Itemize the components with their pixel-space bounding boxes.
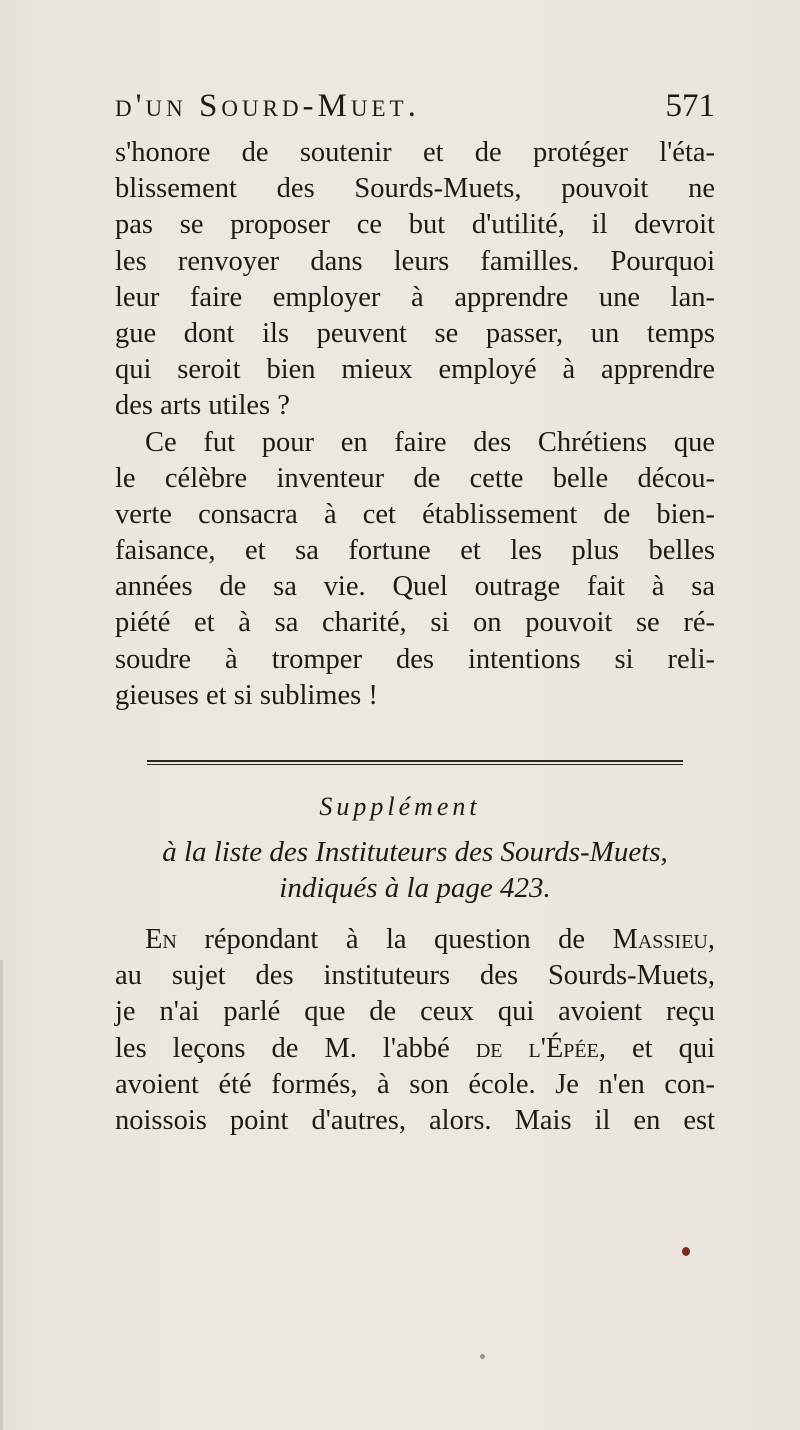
running-title: d'un Sourd-Muet. [115,88,420,124]
section-rule [147,760,683,767]
text-line: noissois point d'autres, alors. Mais il en est [115,1104,715,1136]
text-line: les renvoyer dans leurs familles. Pourquoi [115,245,715,277]
page-edge [0,960,3,1430]
text-line: faisance, et sa fortune et les plus belles [115,535,715,567]
text-line: piété et à sa charité, si on pouvoit se ré- [115,607,715,639]
page-number: 571 [665,88,715,124]
text-line: au sujet des instituteurs des Sourds-Muets, [115,960,715,992]
text-line: des arts utiles ? [115,390,290,422]
main-text [115,135,715,714]
text-line [115,1031,715,1067]
supplement-title: Supplément [319,792,481,821]
text-line: avoient été formés, à son école. Je n'en con- [115,1068,715,1100]
text-line: Ce fut pour en faire des Chrétiens que [145,426,715,458]
text-run: et qui [632,1032,716,1064]
text-line [115,922,715,958]
name-massieu: Massieu, [612,924,715,955]
text-line: verte consacra à cet établissement de bien- [115,498,715,530]
text-line: leur faire employer à apprendre une lan- [115,281,715,313]
text-run: les leçons de M. l'abbé [115,1032,450,1064]
supplement-subtitle: à la liste des Instituteurs des Sourds-Muets, [162,836,668,868]
rule-thick [147,760,683,762]
text-line: pas se proposer ce but d'utilité, il devroit [115,209,715,241]
text-line: qui seroit bien mieux employé à apprendre [115,354,715,386]
drop-word: En [145,924,177,955]
text-run: répondant à la question de [204,924,586,955]
text-line: gue dont ils peuvent se passer, un temps [115,317,715,349]
supplement-subtitle: indiqués à la page 423. [279,872,551,904]
text-line: le célèbre inventeur de cette belle décou- [115,462,715,494]
rule-thin [147,764,683,765]
supplement-text [115,922,715,1139]
text-line: s'honore de soutenir et de protéger l'éta- [115,137,715,168]
text-line: gieuses et si sublimes ! [115,679,378,711]
running-header [115,88,715,128]
text-line: je n'ai parlé que de ceux qui avoient reçu [115,996,715,1028]
ink-speck [682,1247,690,1256]
text-line: soudre à tromper des intentions si reli- [115,643,715,675]
ink-speck [480,1354,485,1359]
text-line: années de sa vie. Quel outrage fait à sa [115,571,715,603]
text-line: blissement des Sourds-Muets, pouvoit ne [115,173,715,205]
name-epee: de l'Épée, [475,1032,606,1064]
